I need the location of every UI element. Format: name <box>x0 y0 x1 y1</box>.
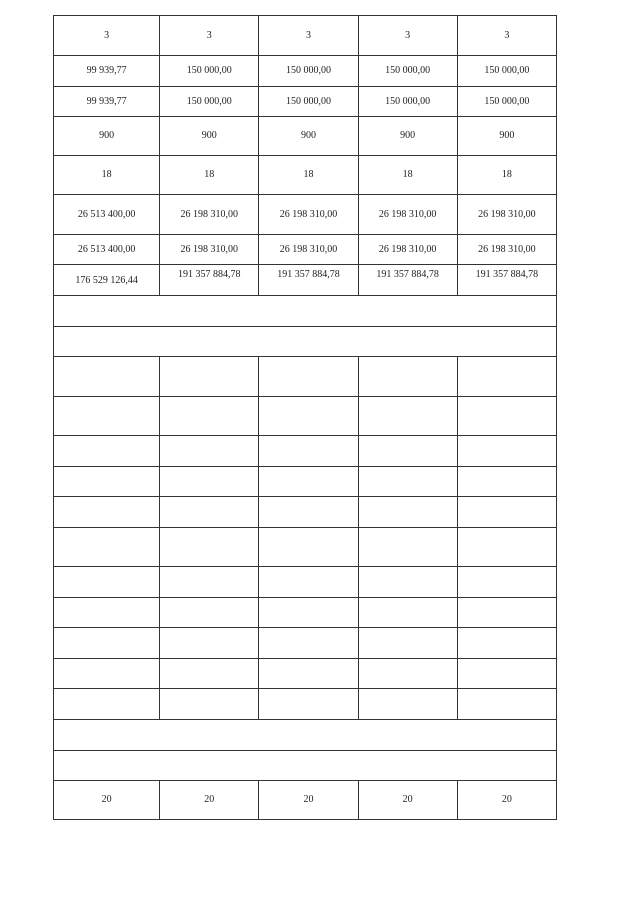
table-cell: 3 <box>358 16 457 56</box>
merged-section-cell <box>54 751 557 781</box>
table-cell: 18 <box>358 156 457 195</box>
table-cell: 18 <box>54 156 160 195</box>
table-cell <box>160 467 259 497</box>
table-cell <box>457 689 556 720</box>
table-cell <box>54 628 160 659</box>
table-cell <box>358 689 457 720</box>
table-row <box>54 781 557 820</box>
table-cell: 26 198 310,00 <box>457 235 556 265</box>
table-cell <box>259 528 358 567</box>
table-cell: 26 513 400,00 <box>54 235 160 265</box>
table-cell <box>358 467 457 497</box>
table-row <box>54 689 557 720</box>
table-cell <box>457 528 556 567</box>
table-cell <box>259 567 358 598</box>
table-row <box>54 598 557 628</box>
table-row <box>54 117 557 156</box>
table-cell <box>259 397 358 436</box>
table-cell: 20 <box>457 781 556 820</box>
table-cell <box>54 397 160 436</box>
table-cell <box>358 436 457 467</box>
table-cell <box>54 598 160 628</box>
table-cell: 900 <box>160 117 259 156</box>
table-cell: 99 939,77 <box>54 56 160 87</box>
table-cell <box>259 357 358 397</box>
table-cell: 99 939,77 <box>54 87 160 117</box>
table-cell: 26 198 310,00 <box>259 195 358 235</box>
table-cell <box>160 357 259 397</box>
table-cell <box>160 659 259 689</box>
table-cell: 191 357 884,78 <box>457 265 556 296</box>
table-row <box>54 397 557 436</box>
table-cell <box>457 659 556 689</box>
table-cell: 3 <box>160 16 259 56</box>
table-cell <box>160 528 259 567</box>
table-cell <box>54 497 160 528</box>
table-row <box>54 497 557 528</box>
table-row <box>54 436 557 467</box>
table-cell <box>358 497 457 528</box>
table-cell <box>259 689 358 720</box>
table-row <box>54 156 557 195</box>
table-cell: 18 <box>160 156 259 195</box>
table-cell: 900 <box>259 117 358 156</box>
table-cell: 150 000,00 <box>358 56 457 87</box>
table-cell: 150 000,00 <box>259 87 358 117</box>
table-cell: 150 000,00 <box>160 87 259 117</box>
table-cell <box>457 628 556 659</box>
table-cell: 191 357 884,78 <box>358 265 457 296</box>
table-cell <box>160 598 259 628</box>
table-cell: 3 <box>457 16 556 56</box>
table-cell <box>457 598 556 628</box>
table-cell: 18 <box>457 156 556 195</box>
table-cell <box>160 689 259 720</box>
table-cell: 26 198 310,00 <box>358 235 457 265</box>
table-cell: 18 <box>259 156 358 195</box>
table-cell <box>358 357 457 397</box>
table-cell <box>358 528 457 567</box>
table-row <box>54 528 557 567</box>
table-cell: 20 <box>54 781 160 820</box>
table-row <box>54 720 557 751</box>
table-cell <box>160 497 259 528</box>
table-row <box>54 357 557 397</box>
table-cell <box>457 467 556 497</box>
table-cell <box>259 598 358 628</box>
table-cell: 26 198 310,00 <box>457 195 556 235</box>
table-cell <box>259 436 358 467</box>
table-cell <box>54 528 160 567</box>
table-cell: 20 <box>160 781 259 820</box>
table-cell <box>160 567 259 598</box>
table-cell <box>358 598 457 628</box>
merged-section-cell <box>54 296 557 327</box>
table-cell: 900 <box>358 117 457 156</box>
table-cell: 150 000,00 <box>358 87 457 117</box>
table-cell <box>358 567 457 598</box>
table-row <box>54 628 557 659</box>
table-cell <box>457 357 556 397</box>
table-row <box>54 265 557 296</box>
table-cell <box>160 397 259 436</box>
table-cell <box>358 397 457 436</box>
table-cell <box>259 659 358 689</box>
table-row <box>54 87 557 117</box>
table-cell: 20 <box>358 781 457 820</box>
table-cell <box>259 628 358 659</box>
table-body <box>54 16 557 820</box>
table-cell <box>457 397 556 436</box>
table-cell: 26 198 310,00 <box>259 235 358 265</box>
table-row <box>54 296 557 327</box>
table-cell: 26 198 310,00 <box>160 195 259 235</box>
table-row <box>54 751 557 781</box>
table-cell: 150 000,00 <box>457 56 556 87</box>
table-cell <box>358 628 457 659</box>
table-cell <box>259 497 358 528</box>
table-cell <box>160 436 259 467</box>
table-row <box>54 567 557 598</box>
table-cell <box>54 567 160 598</box>
table-cell: 26 198 310,00 <box>358 195 457 235</box>
table-row <box>54 235 557 265</box>
table-cell: 900 <box>457 117 556 156</box>
table-row <box>54 56 557 87</box>
table-cell <box>54 689 160 720</box>
table-cell <box>54 659 160 689</box>
table-cell <box>457 567 556 598</box>
table-cell: 26 198 310,00 <box>160 235 259 265</box>
table-cell <box>54 467 160 497</box>
table-row <box>54 195 557 235</box>
table-cell: 26 513 400,00 <box>54 195 160 235</box>
table-row <box>54 16 557 56</box>
table-cell <box>160 628 259 659</box>
data-table <box>53 15 557 820</box>
merged-section-cell <box>54 327 557 357</box>
table-row <box>54 327 557 357</box>
table-cell <box>358 659 457 689</box>
table-cell: 191 357 884,78 <box>160 265 259 296</box>
merged-section-cell <box>54 720 557 751</box>
table-cell <box>54 357 160 397</box>
table-cell: 3 <box>54 16 160 56</box>
table-row <box>54 659 557 689</box>
table-cell <box>457 436 556 467</box>
table-cell: 3 <box>259 16 358 56</box>
table-cell: 191 357 884,78 <box>259 265 358 296</box>
table-cell <box>54 436 160 467</box>
table-cell <box>259 467 358 497</box>
table-cell: 20 <box>259 781 358 820</box>
table-cell: 150 000,00 <box>259 56 358 87</box>
table-cell: 176 529 126,44 <box>54 265 160 296</box>
table-cell: 900 <box>54 117 160 156</box>
table-cell: 150 000,00 <box>457 87 556 117</box>
table-cell: 150 000,00 <box>160 56 259 87</box>
table-row <box>54 467 557 497</box>
table-cell <box>457 497 556 528</box>
